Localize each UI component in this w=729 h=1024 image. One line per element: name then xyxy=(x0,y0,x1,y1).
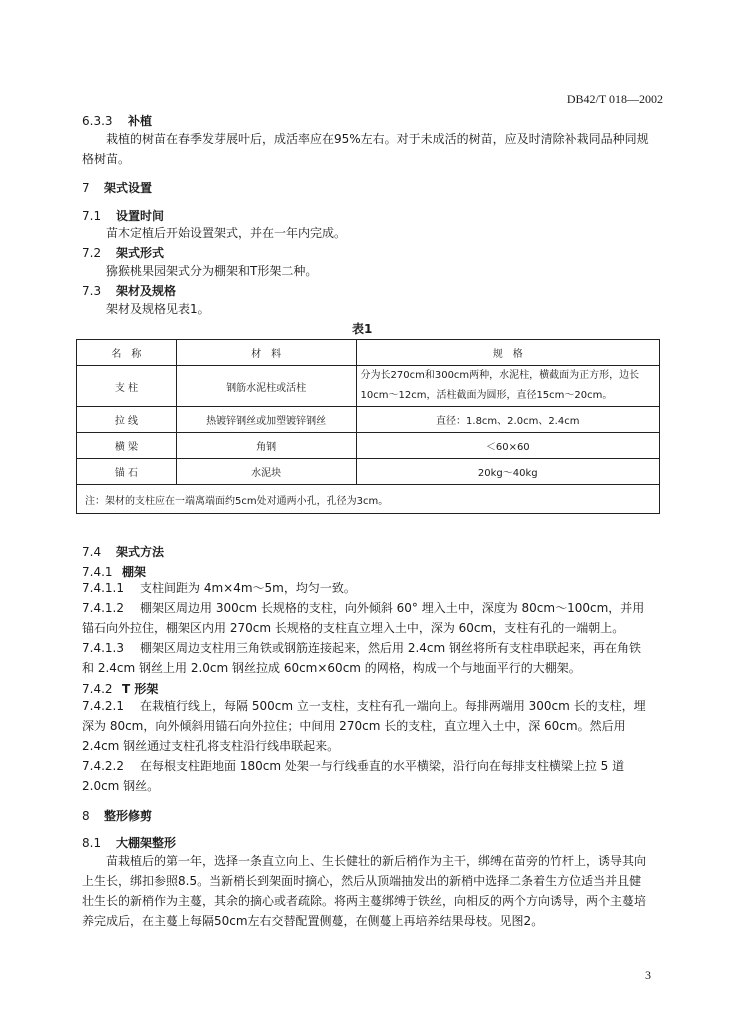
section-7-2-text: 猕猴桃果园架式分为棚架和T形架二种。 xyxy=(106,264,318,278)
table-row xyxy=(77,459,660,485)
section-8-1-text: 苗栽植后的第一年，选择一条直立向上、生长健壮的新后梢作为主干，绑缚在苗旁的竹杆上，诱导其向上生长，绑扣参照8.5。当新梢长到架面时摘心，然后从顶端抽发出的新梢中选择二条着生方位适当并且健壮生长的新梢作为主蔓，其余的摘心或者疏除。将两主蔓绑缚于铁丝，向相反的两个方向诱导，两个主蔓培养完成后，在主蔓上每隔50cm左右交替配置侧蔓，在侧蔓上再培养结果母枝。见图2。 xyxy=(82,854,647,928)
section-8-heading xyxy=(82,807,152,824)
table-row xyxy=(77,407,660,433)
section-7-3-heading xyxy=(82,282,176,299)
table-note: 注：架材的支柱应在一端离端面约5cm处对通两小孔，孔径为3cm。 xyxy=(77,485,660,514)
clause-number: 7.4.1.3 xyxy=(82,641,124,655)
clause-number: 7.4.1.2 xyxy=(82,601,124,615)
clause-number: 7.4.1.1 xyxy=(82,581,124,595)
table-cell: ＜60×60 xyxy=(356,433,659,459)
section-number: 7.1 xyxy=(82,209,102,223)
section-6-3-3-text: 栽植的树苗在春季发芽展叶后，成活率应在95%左右。对于未成活的树苗，应及时清除补栽同品种同规格树苗。 xyxy=(82,132,649,166)
clause-text: 支柱间距为 4m×4m～5m，均匀一致。 xyxy=(140,581,356,595)
section-7-4-1-2 xyxy=(82,598,652,638)
section-number: 7 xyxy=(82,181,90,195)
section-8-1-heading xyxy=(82,834,176,851)
page-number: 3 xyxy=(645,968,651,982)
section-7-4-2-2 xyxy=(82,756,652,796)
clause-number: 7.4.2.2 xyxy=(82,759,124,773)
table-row xyxy=(77,433,660,459)
section-title: T 形架 xyxy=(122,682,159,696)
section-title: 架式形式 xyxy=(116,246,165,260)
table-cell: 热镀锌钢丝或加塑镀锌钢丝 xyxy=(176,407,356,433)
section-7-1-text: 苗木定植后开始设置架式，并在一年内完成。 xyxy=(106,226,347,240)
section-title: 整形修剪 xyxy=(104,809,153,823)
section-7-4-1-1 xyxy=(82,578,652,598)
section-7-1-heading xyxy=(82,207,164,224)
section-7-4-2-heading xyxy=(82,680,158,697)
section-number: 7.3 xyxy=(82,284,102,298)
section-title: 大棚架整形 xyxy=(116,836,177,850)
section-7-4-1-3 xyxy=(82,638,652,678)
section-title: 架式方法 xyxy=(116,545,165,559)
table-cell: 分为长270cm和300cm两种，水泥柱，横截面为正方形，边长10cm～12cm，活柱截面为圆形，直径15cm～20cm。 xyxy=(356,366,659,407)
table-row xyxy=(77,366,660,407)
table-cell: 角钢 xyxy=(176,433,356,459)
table-header-row xyxy=(77,340,660,366)
section-title: 架材及规格 xyxy=(116,284,177,298)
section-7-3-text: 架材及规格见表1。 xyxy=(106,302,210,316)
table-cell: 直径：1.8cm、2.0cm、2.4cm xyxy=(356,407,659,433)
section-7-4-heading xyxy=(82,543,164,560)
section-title: 棚架 xyxy=(122,565,147,579)
table-note-row xyxy=(77,485,660,514)
section-number: 8.1 xyxy=(82,836,102,850)
table-cell: 水泥块 xyxy=(176,459,356,485)
section-6-3-3-heading xyxy=(82,112,152,129)
section-title: 设置时间 xyxy=(116,209,165,223)
clause-number: 7.4.2.1 xyxy=(82,699,124,713)
section-number: 7.4.1 xyxy=(82,565,113,579)
section-title: 补植 xyxy=(128,114,153,128)
section-7-2-heading xyxy=(82,244,164,261)
column-header: 名 称 xyxy=(77,340,177,366)
section-number: 7.4.2 xyxy=(82,682,113,696)
section-7-4-2-1 xyxy=(82,696,652,756)
table-cell: 钢筋水泥柱或活柱 xyxy=(176,366,356,407)
section-number: 7.4 xyxy=(82,545,102,559)
column-header: 规 格 xyxy=(356,340,659,366)
standard-number: DB42/T 018—2002 xyxy=(566,92,663,106)
section-number: 6.3.3 xyxy=(82,114,113,128)
section-7-heading xyxy=(82,179,152,196)
table-cell: 锚 石 xyxy=(77,459,177,485)
section-number: 8 xyxy=(82,809,90,823)
table-cell: 20kg～40kg xyxy=(356,459,659,485)
section-title: 架式设置 xyxy=(104,181,153,195)
table-cell: 支 柱 xyxy=(77,366,177,407)
clause-text: 棚架区周边支柱用三角铁或钢筋连接起来，然后用 2.4cm 钢丝将所有支柱串联起来，再在角铁和 2.4cm 钢丝上用 2.0cm 钢丝拉成 60cm×60cm 的网格，构成一个与地面平行的大棚架。 xyxy=(82,641,642,675)
column-header: 材 料 xyxy=(176,340,356,366)
table-cell: 拉 线 xyxy=(77,407,177,433)
clause-text: 在栽植行线上，每隔 500cm 立一支柱，支柱有孔一端向上。每排两端用 300cm 长的支柱，埋深为 80cm，向外倾斜用锚石向外拉住；中间用 270cm 长的支柱，直立埋入土中，深 60cm。然后用 2.4cm 钢丝通过支柱孔将支柱沿行线串联起来。 xyxy=(82,699,646,753)
table-1 xyxy=(76,339,660,514)
clause-text: 在每根支柱距地面 180cm 处架一与行线垂直的水平横梁，沿行向在每排支柱横梁上拉 5 道 2.0cm 钢丝。 xyxy=(82,759,625,793)
table-caption: 表1 xyxy=(352,322,373,336)
section-number: 7.2 xyxy=(82,246,102,260)
clause-text: 棚架区周边用 300cm 长规格的支柱，向外倾斜 60° 埋入土中，深度为 80cm～100cm，并用锚石向外拉住，棚架区内用 270cm 长规格的支柱直立埋入土中，深为 60cm，支柱有孔的一端朝上。 xyxy=(82,601,645,635)
table-cell: 横 梁 xyxy=(77,433,177,459)
